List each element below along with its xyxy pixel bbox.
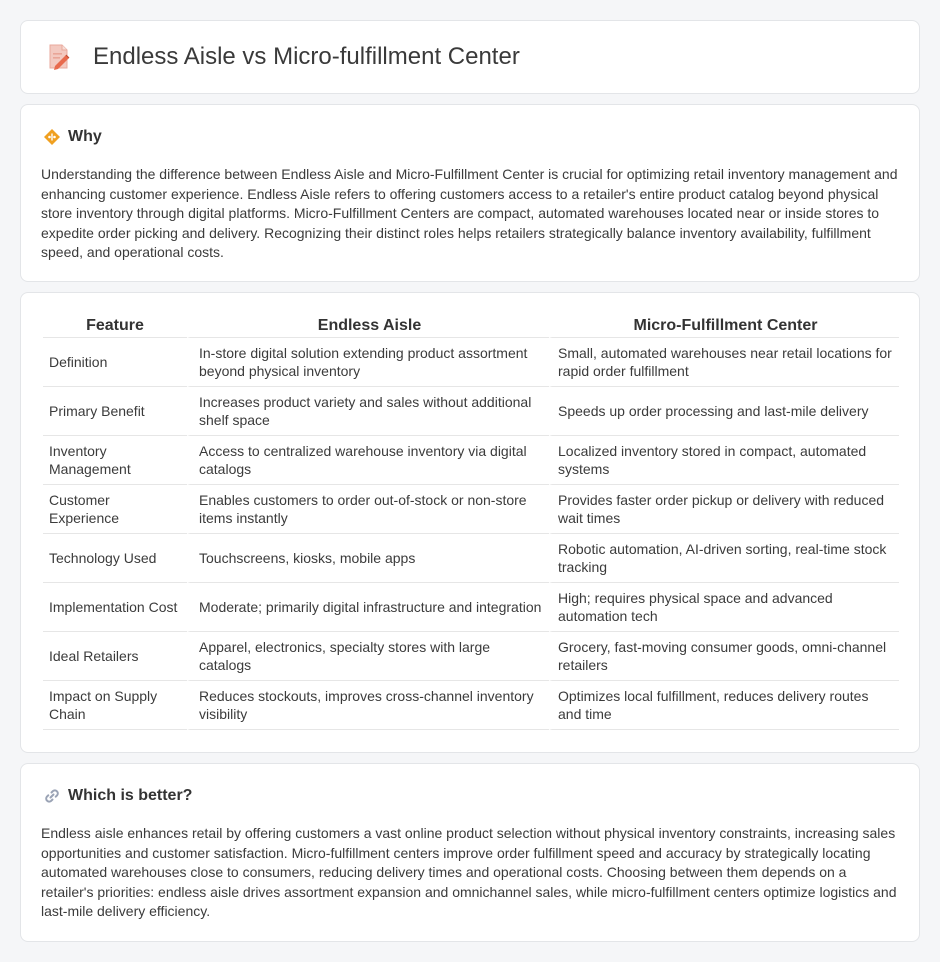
row-micro-fulfillment: Optimizes local fulfillment, reduces delivery routes and time xyxy=(549,681,899,730)
why-title: Why xyxy=(68,128,102,145)
row-endless-aisle: Moderate; primarily digital infrastructure and integration xyxy=(187,583,549,632)
row-feature: Technology Used xyxy=(43,534,187,583)
row-micro-fulfillment: Provides faster order pickup or delivery with reduced wait times xyxy=(549,485,899,534)
row-endless-aisle: Access to centralized warehouse inventory via digital catalogs xyxy=(187,436,549,485)
row-endless-aisle: Increases product variety and sales without additional shelf space xyxy=(187,387,549,436)
why-heading xyxy=(43,128,102,146)
table-row xyxy=(43,681,899,730)
diamond-sign-icon xyxy=(43,128,61,146)
column-header-endless-aisle: Endless Aisle xyxy=(187,317,549,338)
table-header-row xyxy=(43,317,899,338)
column-header-feature: Feature xyxy=(43,317,187,338)
row-feature: Impact on Supply Chain xyxy=(43,681,187,730)
row-feature: Definition xyxy=(43,338,187,387)
row-micro-fulfillment: Grocery, fast-moving consumer goods, omni-channel retailers xyxy=(549,632,899,681)
why-section xyxy=(20,104,920,282)
which-is-better-section xyxy=(20,763,920,942)
row-endless-aisle: Touchscreens, kiosks, mobile apps xyxy=(187,534,549,583)
row-micro-fulfillment: Robotic automation, AI-driven sorting, real-time stock tracking xyxy=(549,534,899,583)
row-endless-aisle: In-store digital solution extending product assortment beyond physical inventory xyxy=(187,338,549,387)
table-row xyxy=(43,583,899,632)
table-row xyxy=(43,436,899,485)
better-paragraph: Endless aisle enhances retail by offering customers a vast online product selection without physical inventory constraints, increasing sales opportunities and customer satisfaction. Micro-fulfillment centers improve order fulfillment speed and accuracy by strategically locating automated warehouses close to consumers, reducing delivery times and operational costs. Choosing between them depends on a retailer's priorities: endless aisle drives assortment expansion and omnichannel sales, while micro-fulfillment centers optimize logistics and last-mile delivery efficiency. xyxy=(41,825,897,920)
table-row xyxy=(43,485,899,534)
row-micro-fulfillment: Localized inventory stored in compact, automated systems xyxy=(549,436,899,485)
better-heading xyxy=(43,787,192,805)
better-title: Which is better? xyxy=(68,787,193,804)
row-micro-fulfillment: Small, automated warehouses near retail locations for rapid order fulfillment xyxy=(549,338,899,387)
row-endless-aisle: Apparel, electronics, specialty stores with large catalogs xyxy=(187,632,549,681)
row-feature: Implementation Cost xyxy=(43,583,187,632)
table-row xyxy=(43,534,899,583)
comparison-table-card xyxy=(20,292,920,753)
comparison-table xyxy=(43,317,899,730)
row-micro-fulfillment: Speeds up order processing and last-mile delivery xyxy=(549,387,899,436)
page-title: Endless Aisle vs Micro-fulfillment Center xyxy=(93,43,520,70)
header-card xyxy=(20,20,920,94)
document-pencil-icon xyxy=(47,44,71,70)
table-row xyxy=(43,632,899,681)
row-feature: Ideal Retailers xyxy=(43,632,187,681)
row-micro-fulfillment: High; requires physical space and advanced automation tech xyxy=(549,583,899,632)
row-endless-aisle: Enables customers to order out-of-stock or non-store items instantly xyxy=(187,485,549,534)
row-feature: Customer Experience xyxy=(43,485,187,534)
why-paragraph: Understanding the difference between Endless Aisle and Micro-Fulfillment Center is crucial for optimizing retail inventory management and enhancing customer experience. Endless Aisle refers to offering customers access to a retailer's entire product catalog beyond physical store inventory through digital platforms. Micro-Fulfillment Centers are compact, automated warehouses located near or inside stores to expedite order picking and delivery. Recognizing their distinct roles helps retailers strategically balance inventory availability, fulfillment speed, and operational costs. xyxy=(41,166,898,261)
row-feature: Inventory Management xyxy=(43,436,187,485)
row-feature: Primary Benefit xyxy=(43,387,187,436)
table-row xyxy=(43,338,899,387)
table-row xyxy=(43,387,899,436)
row-endless-aisle: Reduces stockouts, improves cross-channel inventory visibility xyxy=(187,681,549,730)
link-icon xyxy=(43,787,61,805)
column-header-micro-fulfillment: Micro-Fulfillment Center xyxy=(549,317,899,338)
